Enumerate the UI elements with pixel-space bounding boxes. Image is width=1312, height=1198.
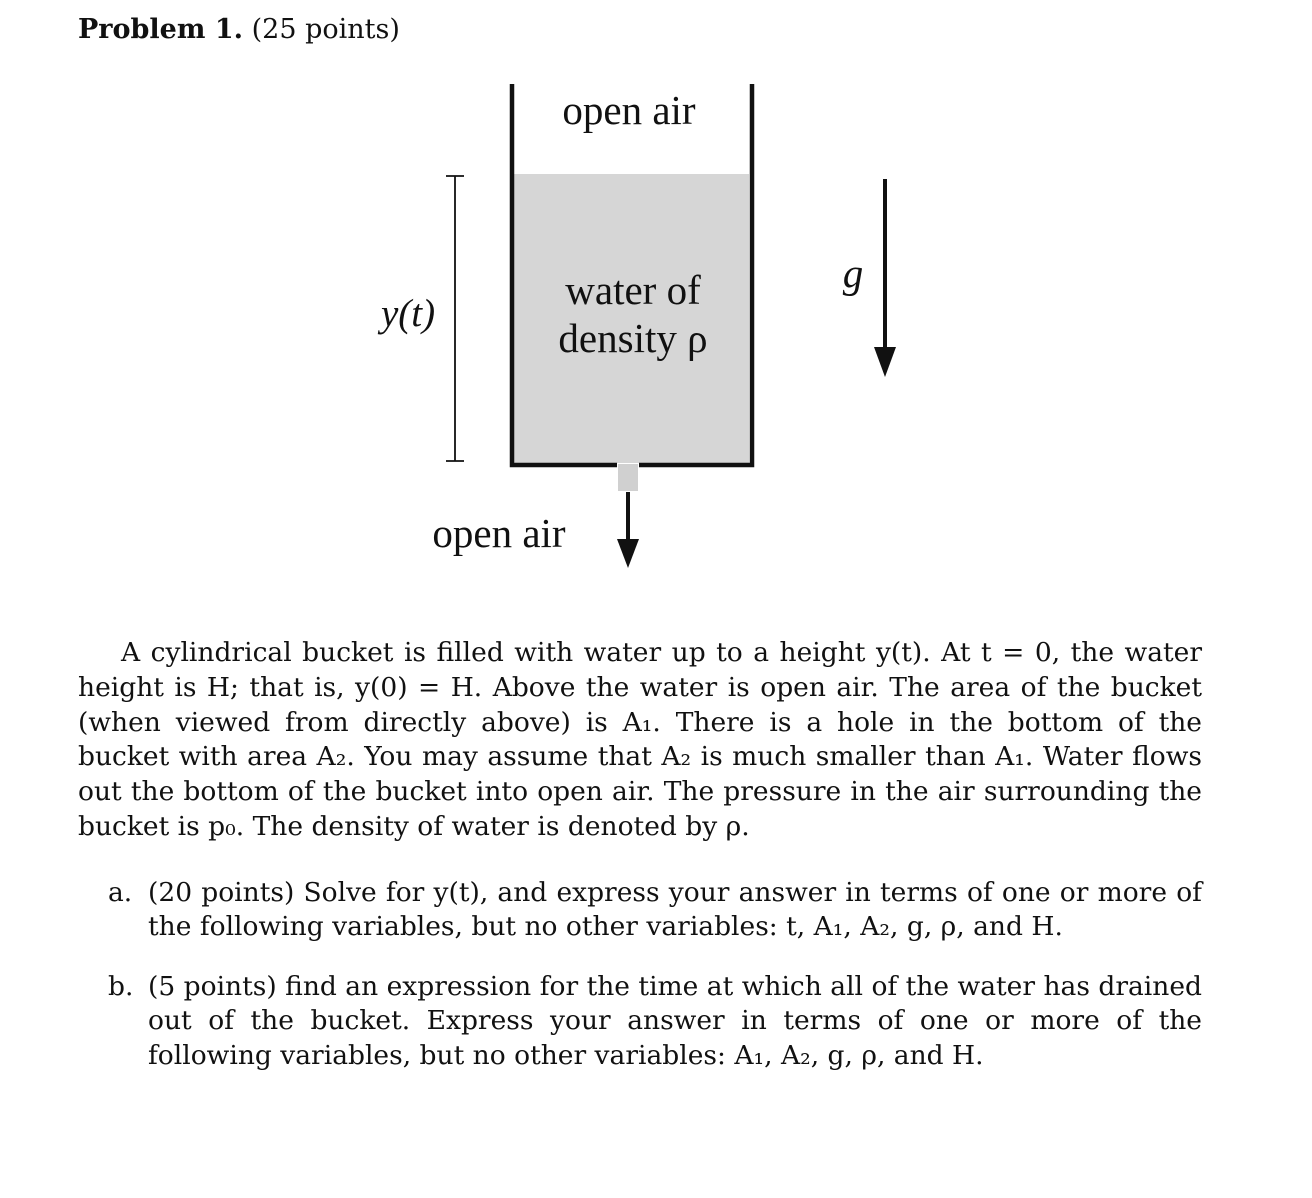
question-list [108,876,1202,1098]
part-a-text: (20 points) Solve for y(t), and express your answer in terms of one or more of the following variables, but no other variables: t, A₁, A₂, g, ρ, and H. [148,877,1202,943]
question-part-a [108,876,1202,945]
water-label-line1: water of [565,267,701,313]
gravity-arrowhead [874,347,896,377]
problem-title: Problem 1. [78,14,244,45]
top-air-label: open air [562,87,696,133]
problem-points: (25 points) [251,14,400,45]
gravity-label: g [842,250,864,296]
question-part-b [108,970,1202,1073]
water-stream [618,464,638,491]
part-b-label: b. [108,970,134,1002]
problem-description: A cylindrical bucket is filled with water up to a height y(t). At t = 0, the water height is H; that is, y(0) = H. Above the water is open air. The area of the bucket (when viewed from directly above) is A₁. There is a hole in the bottom of the bucket with area A₂. You may assume that A₂ is much smaller than A₁. Water flows out the bottom of the bucket into open air. The pressure in the air surrounding the bucket is p₀. The density of water is denoted by ρ. [78,637,1202,842]
part-b-text: (5 points) find an expression for the time at which all of the water has drained out of the bucket. Express your answer in terms of one or more of the following variables, but no other variables: A₁, A₂, g, ρ, and H. [148,970,1202,1071]
water-label-line2: density ρ [558,315,708,361]
outflow-arrowhead [617,539,639,568]
part-a-label: a. [108,877,133,908]
height-label: y(t) [380,292,436,335]
bottom-air-label: open air [432,510,566,556]
